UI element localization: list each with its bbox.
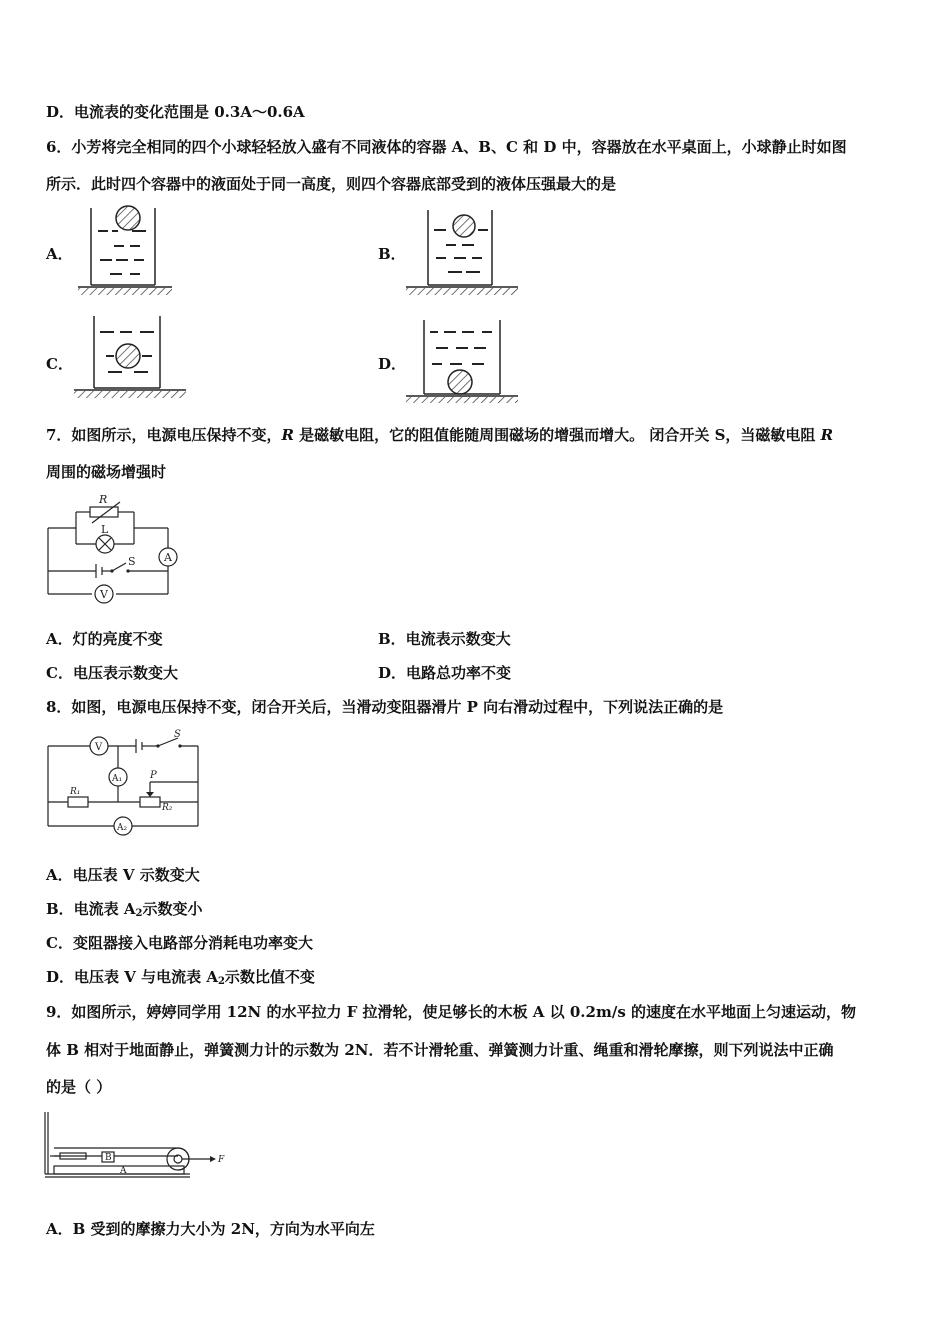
q8-label-r2: R₂	[162, 803, 173, 813]
q7-label-s: S	[128, 555, 136, 568]
q7-stem-line1: 7．如图所示，电源电压保持不变，R 是磁敏电阻，它的阻值能随周围磁场的增强而增大。 闭合开关 S，当磁敏电阻 R	[46, 426, 834, 444]
q8-label-s: S	[174, 729, 181, 740]
q9-label-f: F	[218, 1155, 225, 1165]
q8-circuit-figure	[40, 728, 210, 838]
q9-label-b: B	[105, 1153, 112, 1163]
q7-label-r: R	[99, 493, 108, 506]
q8-label-a2: A₂	[117, 823, 128, 833]
q7-circuit-figure	[40, 490, 190, 608]
q8-label-a1: A₁	[112, 774, 123, 784]
q6-container-c-figure	[70, 312, 190, 404]
q7-option-c: C．电压表示数变大	[46, 664, 178, 682]
q9-pulley-figure	[40, 1108, 230, 1184]
q6-label-c: C．	[46, 355, 73, 373]
q8-option-b: B．电流表 $A_2$示数变小	[46, 900, 203, 919]
q6-label-a: A．	[46, 245, 73, 263]
q8-option-a: A．电压表 V 示数变大	[46, 866, 200, 884]
q6-container-d-figure	[402, 312, 522, 404]
q7-label-a: A	[164, 551, 172, 564]
q8-option-c: C．变阻器接入电路部分消耗电功率变大	[46, 934, 313, 952]
q9-option-a: A．B 受到的摩擦力大小为 2N，方向为水平向左	[46, 1220, 375, 1238]
q9-label-a: A	[120, 1166, 127, 1176]
q7-option-a: A．灯的亮度不变	[46, 630, 163, 648]
q8-label-v: V	[95, 742, 103, 753]
q7-option-d: D．电路总功率不变	[378, 664, 512, 682]
q6-container-b-figure	[402, 200, 522, 300]
q6-label-d: D．	[378, 355, 407, 373]
q8-label-r1: R₁	[70, 787, 81, 797]
q6-stem-line1: 6．小芳将完全相同的四个小球轻轻放入盛有不同液体的容器 A、B、C 和 D 中，容器放在水平桌面上，小球静止时如图	[46, 138, 847, 156]
q7-label-l: L	[101, 523, 109, 536]
q9-stem-line1: 9．如图所示，婷婷同学用 12N 的水平拉力 F 拉滑轮，使足够长的木板 A 以 0.2m/s 的速度在水平地面上匀速运动，物	[46, 1003, 856, 1021]
q9-stem-line3: 的是（ ）	[46, 1078, 112, 1096]
q5-option-d: D．电流表的变化范围是 0.3A～0.6A	[46, 103, 305, 121]
q8-label-p: P	[150, 770, 157, 781]
q7-option-b: B．电流表示数变大	[378, 630, 511, 648]
q9-stem-line2: 体 B 相对于地面静止，弹簧测力计的示数为 2N．若不计滑轮重、弹簧测力计重、绳重和滑轮摩擦，则下列说法中正确	[46, 1041, 834, 1059]
q7-label-v: V	[100, 588, 108, 601]
q8-option-d: D．电压表 V 与电流表 $A_2$示数比值不变	[46, 968, 315, 987]
q6-label-b: B．	[378, 245, 406, 263]
q8-stem: 8．如图，电源电压保持不变，闭合开关后，当滑动变阻器滑片 P 向右滑动过程中，下列说法正确的是	[46, 698, 724, 716]
q6-stem-line2: 所示．此时四个容器中的液面处于同一高度，则四个容器底部受到的液体压强最大的是	[46, 175, 617, 193]
q7-stem-line2: 周围的磁场增强时	[46, 463, 167, 481]
q6-container-a-figure	[74, 200, 184, 300]
